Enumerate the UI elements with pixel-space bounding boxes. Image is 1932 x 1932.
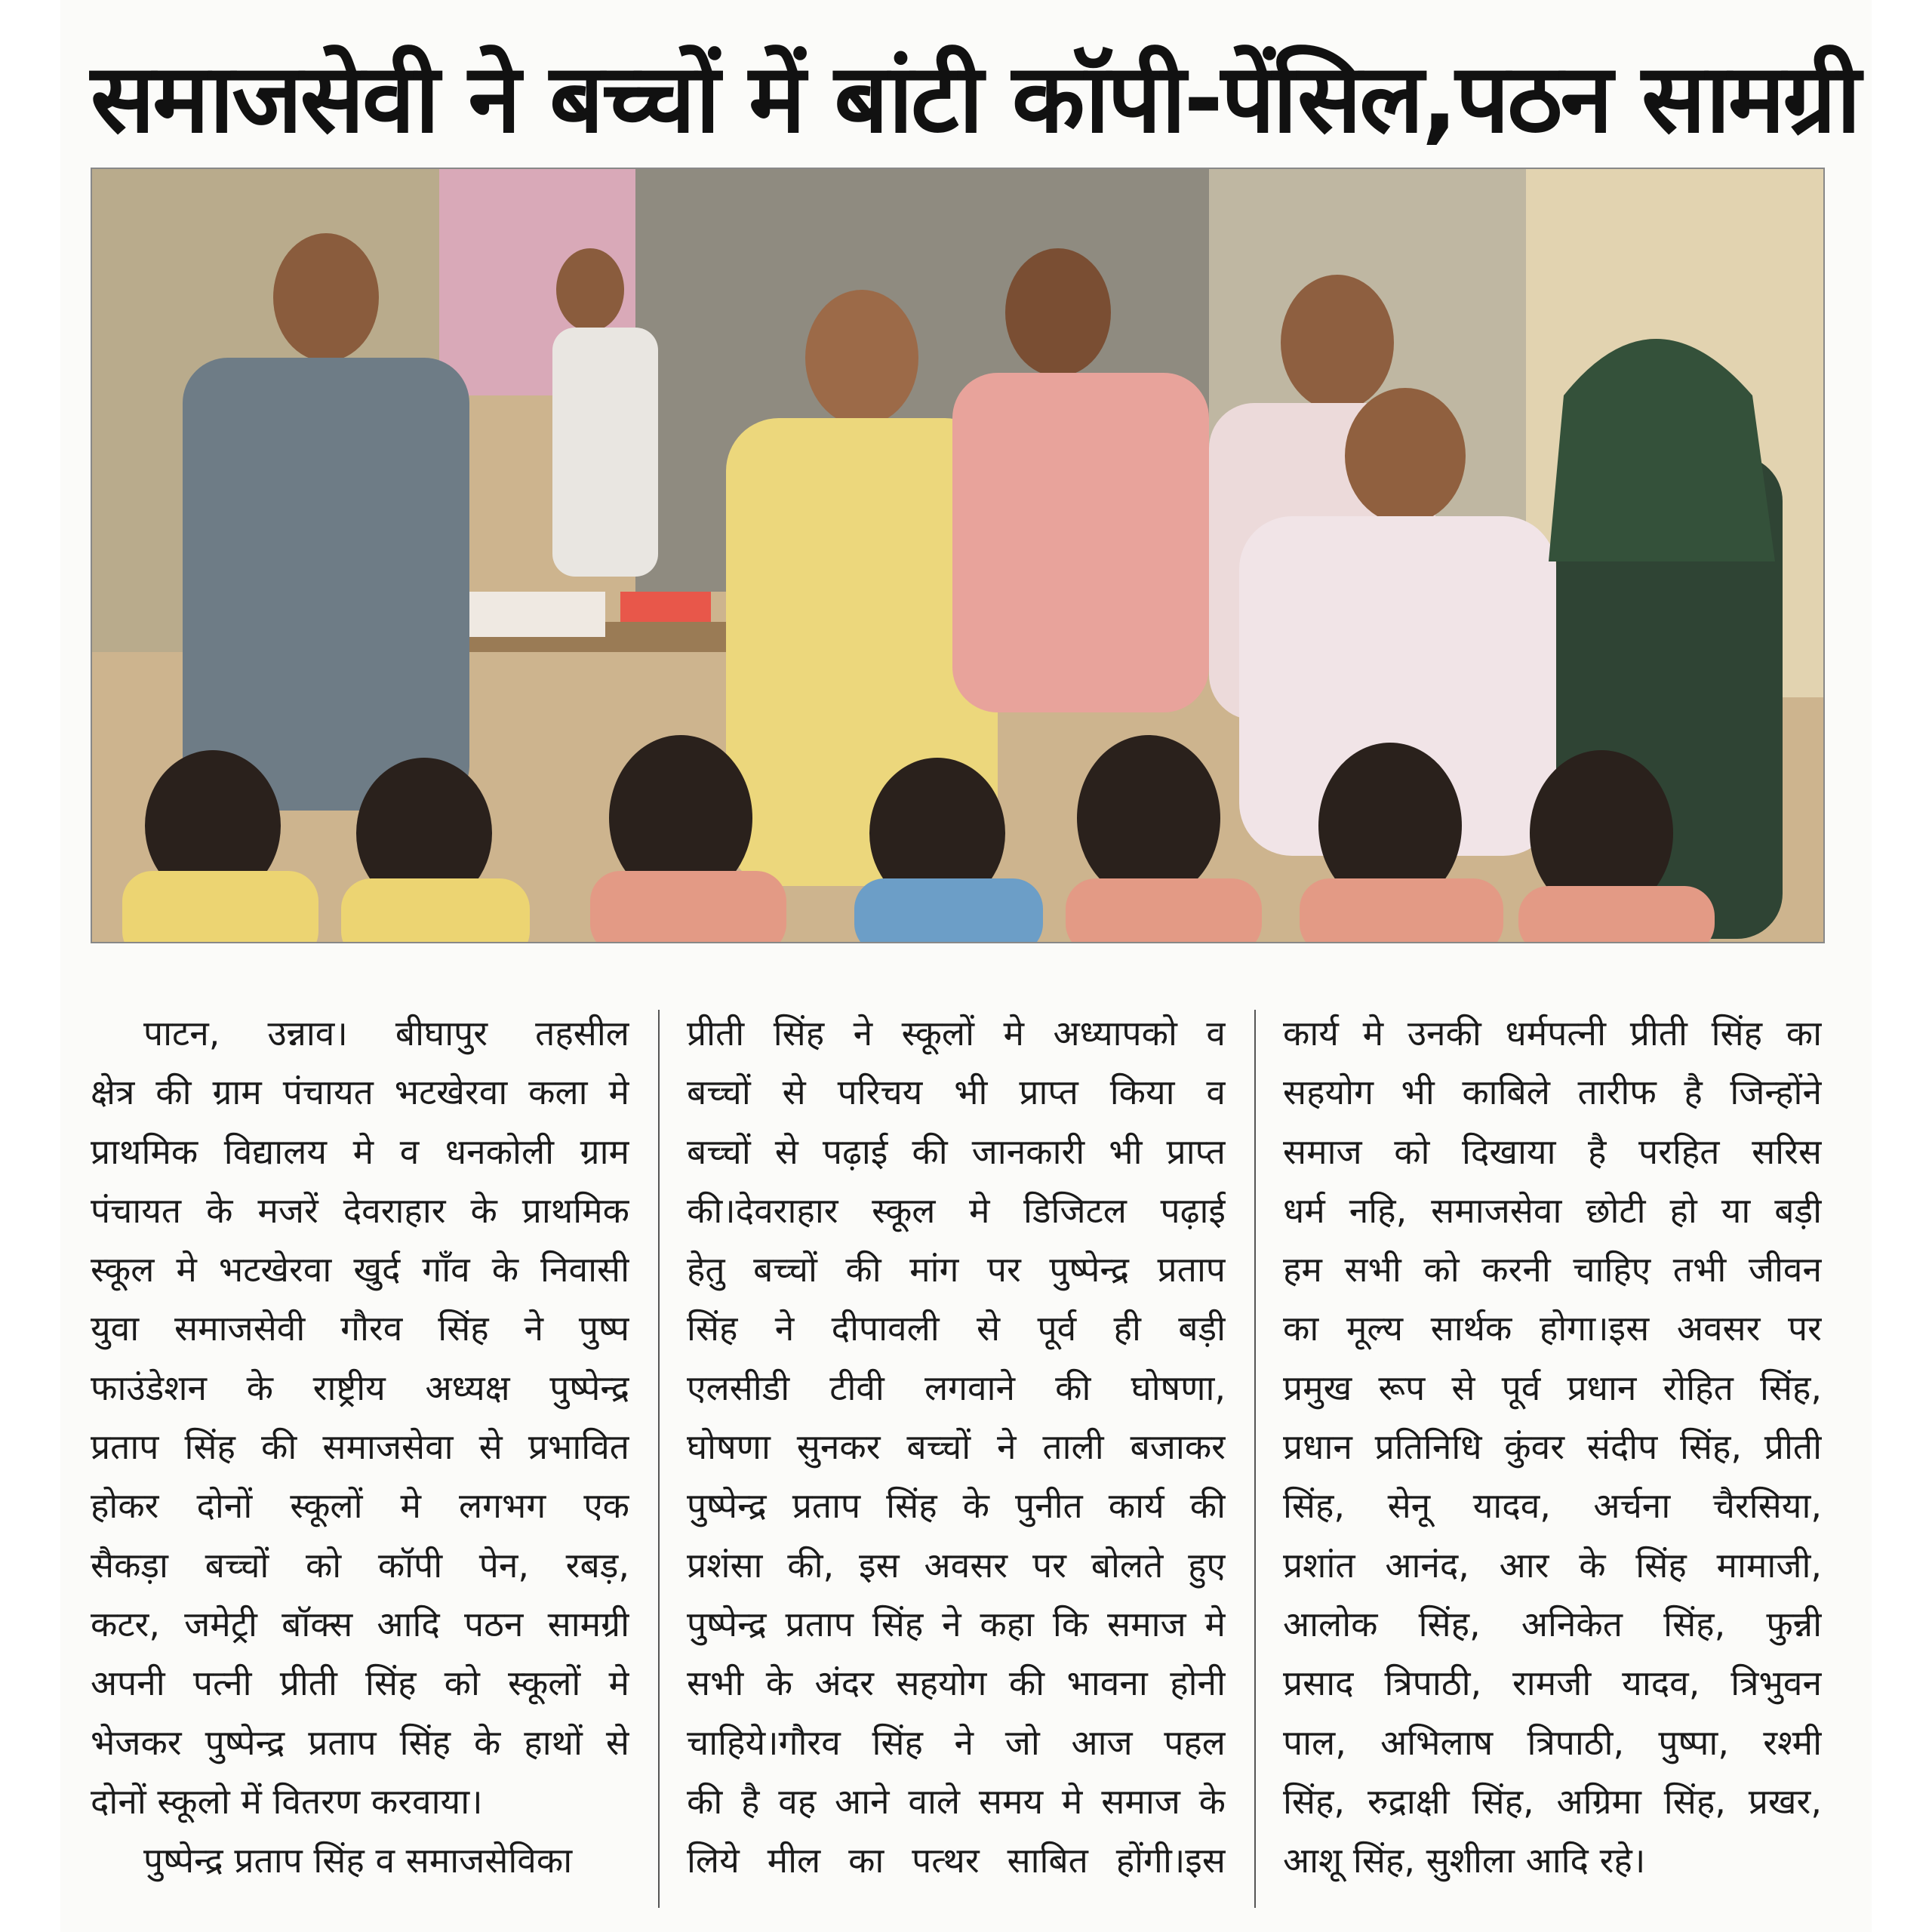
text-line: दोनों स्कूलो में वितरण करवाया।	[91, 1780, 483, 1822]
photo-illustration	[92, 169, 1823, 942]
text-line: क्षेत्र की ग्राम पंचायत भटखेरवा कला मे	[91, 1072, 629, 1113]
text-line: सिंह, रुद्राक्षी सिंह, अग्रिमा सिंह, प्रखर,	[1283, 1780, 1822, 1822]
text-line: प्रताप सिंह की समाजसेवा से प्रभावित	[91, 1426, 629, 1468]
text-line: धर्म नहि, समाजसेवा छोटी हो या बड़ी	[1283, 1189, 1822, 1231]
text-line: की।देवराहार स्कूल मे डिजिटल पढ़ाई	[687, 1189, 1226, 1231]
text-line: पुष्पेन्द्र प्रताप सिंह व समाजसेविका	[143, 1840, 573, 1881]
text-line: कटर, जमेट्री बॉक्स आदि पठन सामग्री	[91, 1603, 629, 1644]
text-line: प्राथमिक विद्यालय मे व धनकोली ग्राम	[91, 1131, 629, 1172]
text-line: बच्चों से पढ़ाई की जानकारी भी प्राप्त	[687, 1131, 1226, 1172]
text-line: की है वह आने वाले समय मे समाज के	[687, 1780, 1226, 1822]
text-line: सहयोग भी काबिले तारीफ है जिन्होंने	[1283, 1072, 1822, 1113]
text-line: पाल, अभिलाष त्रिपाठी, पुष्पा, रश्मी	[1283, 1721, 1822, 1763]
text-line: युवा समाजसेवी गौरव सिंह ने पुष्प	[91, 1308, 629, 1349]
text-line: प्रधान प्रतिनिधि कुंवर संदीप सिंह, प्रीती	[1283, 1426, 1822, 1468]
text-line: सिंह, सेनू यादव, अर्चना चैरसिया,	[1283, 1485, 1822, 1527]
text-line: प्रमुख रूप से पूर्व प्रधान रोहित सिंह,	[1283, 1367, 1822, 1408]
text-line: पंचायत के मजरें देवराहार के प्राथमिक	[91, 1189, 629, 1231]
column-divider	[658, 1010, 660, 1908]
text-line: लिये मील का पत्थर साबित होंगी।इस	[687, 1840, 1226, 1881]
text-line: प्रीती सिंह ने स्कूलों मे अध्यापको व	[687, 1013, 1226, 1054]
text-line: भेजकर पुष्पेन्द्र प्रताप सिंह के हाथों से	[91, 1721, 629, 1763]
text-line: हेतु बच्चों की मांग पर पुष्पेन्द्र प्रताप	[687, 1249, 1226, 1291]
text-line: स्कूल मे भटखेरवा खुर्द गाँव के निवासी	[91, 1249, 629, 1291]
text-line: कार्य मे उनकी धर्मपत्नी प्रीती सिंह का	[1283, 1013, 1822, 1054]
news-photo	[91, 168, 1825, 943]
newspaper-clipping	[60, 0, 1872, 1932]
text-line: सिंह ने दीपावली से पूर्व ही बड़ी	[687, 1308, 1226, 1349]
text-line: एलसीडी टीवी लगवाने की घोषणा,	[687, 1367, 1226, 1408]
text-line: पुष्पेन्द्र प्रताप सिंह के पुनीत कार्य की	[687, 1485, 1226, 1527]
text-line: प्रशांत आनंद, आर के सिंह मामाजी,	[1283, 1544, 1822, 1586]
column-divider	[1254, 1010, 1256, 1908]
text-line: होकर दोनों स्कूलों मे लगभग एक	[91, 1485, 629, 1527]
text-line: पाटन, उन्नाव। बीघापुर तहसील	[143, 1013, 629, 1054]
headline: समाजसेवी ने बच्चों में बांटी कॉपी-पेंसिल,पठन सामग्री	[91, 43, 1859, 154]
text-line: पुष्पेन्द्र प्रताप सिंह ने कहा कि समाज मे	[687, 1603, 1226, 1644]
text-line: प्रसाद त्रिपाठी, रामजी यादव, त्रिभुवन	[1283, 1663, 1822, 1704]
text-line: समाज को दिखाया है परहित सरिस	[1283, 1131, 1822, 1172]
text-line: चाहिये।गौरव सिंह ने जो आज पहल	[687, 1721, 1226, 1763]
text-line: का मूल्य सार्थक होगा।इस अवसर पर	[1283, 1308, 1822, 1349]
text-line: फाउंडेशन के राष्ट्रीय अध्यक्ष पुष्पेन्द्र	[91, 1367, 629, 1408]
text-line: आलोक सिंह, अनिकेत सिंह, फुन्नी	[1283, 1603, 1822, 1644]
text-line: बच्चों से परिचय भी प्राप्त किया व	[687, 1072, 1226, 1113]
text-line: प्रशंसा की, इस अवसर पर बोलते हुए	[687, 1544, 1226, 1586]
text-line: सैकड़ा बच्चों को कॉपी पेन, रबड़,	[91, 1544, 629, 1586]
text-line: आशू सिंह, सुशीला आदि रहे।	[1283, 1840, 1646, 1881]
text-line: घोषणा सुनकर बच्चों ने ताली बजाकर	[687, 1426, 1226, 1468]
text-line: हम सभी को करनी चाहिए तभी जीवन	[1283, 1249, 1822, 1291]
text-line: सभी के अंदर सहयोग की भावना होनी	[687, 1663, 1226, 1704]
text-line: अपनी पत्नी प्रीती सिंह को स्कूलों मे	[91, 1663, 629, 1704]
article-column-2	[687, 1004, 1226, 1917]
article-body	[91, 1004, 1826, 1917]
article-column-1	[91, 1004, 629, 1917]
article-column-3	[1283, 1004, 1822, 1917]
